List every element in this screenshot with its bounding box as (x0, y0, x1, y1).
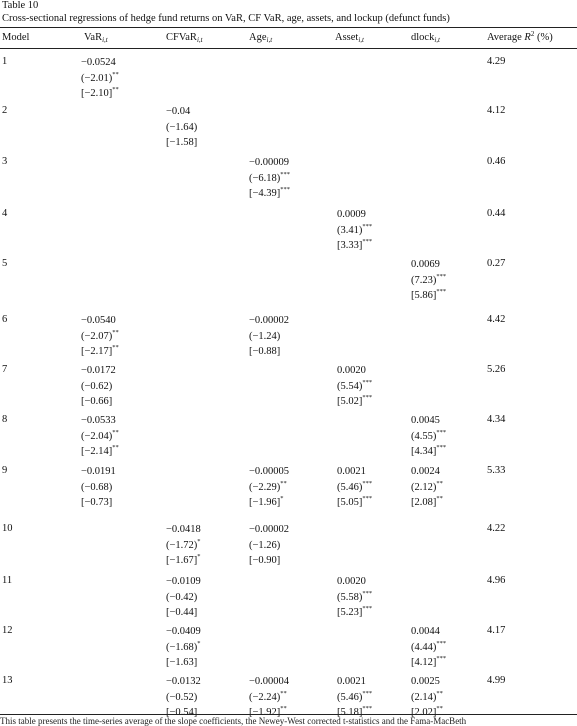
average-r2-value: 4.22 (487, 523, 506, 534)
t-statistic: (2.14)** (411, 689, 443, 703)
average-r2-value: 4.99 (487, 675, 506, 686)
fama-macbeth-t-statistic: [−0.90] (249, 555, 281, 566)
significance-stars: ** (436, 495, 443, 502)
dlock-cell (411, 464, 443, 511)
fama-macbeth-t-statistic: [5.05]*** (337, 495, 373, 508)
significance-stars: *** (436, 444, 447, 451)
coefficient: −0.00005 (249, 466, 290, 477)
coefficient: −0.0533 (81, 415, 116, 426)
fama-macbeth-t-statistic: [−0.54] (166, 707, 198, 718)
significance-stars: *** (436, 272, 447, 280)
asset-cell (337, 574, 372, 621)
model-number: 10 (2, 523, 13, 534)
fama-macbeth-t-statistic: [−0.44] (166, 607, 198, 618)
model-number: 6 (2, 314, 8, 325)
significance-stars: *** (362, 394, 373, 401)
coefficient: 0.0020 (337, 365, 366, 376)
average-r2-value: 5.26 (487, 364, 506, 375)
significance-stars: *** (280, 170, 291, 178)
significance-stars: ** (112, 70, 119, 78)
t-statistic: (−1.24) (249, 330, 281, 342)
dlock-cell (411, 624, 446, 671)
coefficient: −0.00009 (249, 157, 290, 168)
fama-macbeth-t-statistic: [−1.63] (166, 657, 198, 668)
fama-macbeth-t-statistic: [−4.39]*** (249, 186, 291, 199)
t-statistic: (−2.07)** (81, 328, 119, 342)
average-r2-value: 0.27 (487, 258, 506, 269)
model-number: 2 (2, 105, 8, 116)
significance-stars: ** (112, 444, 119, 451)
t-statistic: (−0.42) (166, 591, 198, 603)
bottom-rule (0, 714, 577, 715)
fama-macbeth-t-statistic: [5.86]*** (411, 288, 447, 301)
significance-stars: * (197, 639, 201, 647)
fama-macbeth-t-statistic: [−0.73] (81, 497, 113, 508)
t-statistic: (5.58)*** (337, 589, 373, 603)
average-r2-value: 4.42 (487, 314, 506, 325)
fama-macbeth-t-statistic: [3.33]*** (337, 238, 373, 251)
significance-stars: *** (436, 288, 447, 295)
t-statistic: (−2.01)** (81, 70, 119, 84)
coefficient: −0.0418 (166, 524, 201, 535)
t-statistic: (−1.72)* (166, 537, 201, 551)
var-cell (81, 413, 119, 460)
header-var: VaR$_{i,t}$ (84, 32, 108, 44)
average-r2-value: 5.33 (487, 465, 506, 476)
significance-stars: * (280, 495, 284, 502)
average-r2-value: 0.46 (487, 156, 506, 167)
significance-stars: *** (362, 589, 373, 597)
coefficient: 0.0021 (337, 466, 366, 477)
dlock-cell (411, 257, 446, 304)
coefficient: −0.0109 (166, 576, 201, 587)
average-r2-value: 4.96 (487, 575, 506, 586)
t-statistic: (−2.04)** (81, 428, 119, 442)
fama-macbeth-t-statistic: [−0.66] (81, 396, 113, 407)
coefficient: 0.0009 (337, 209, 366, 220)
t-statistic: (−1.68)* (166, 639, 201, 653)
significance-stars: ** (112, 86, 119, 93)
model-number: 13 (2, 675, 13, 686)
age-cell (249, 155, 290, 202)
coefficient: 0.0069 (411, 259, 440, 270)
t-statistic: (−0.52) (166, 691, 198, 703)
var-cell (81, 313, 119, 360)
model-number: 9 (2, 465, 8, 476)
coefficient: −0.00002 (249, 524, 290, 535)
header-cfvar: CFVaR$_{i,t}$ (166, 32, 203, 44)
table-footnote: This table presents the time-series average of the slope coefficients, the Newey-West corrected t-statistics and the Fama-MacBeth (0, 716, 467, 726)
fama-macbeth-t-statistic: [5.02]*** (337, 394, 373, 407)
top-rule (0, 27, 577, 28)
t-statistic: (4.44)*** (411, 639, 447, 653)
significance-stars: ** (112, 344, 119, 351)
significance-stars: *** (362, 705, 373, 712)
t-statistic: (7.23)*** (411, 272, 447, 286)
t-statistic: (−1.64) (166, 121, 198, 133)
t-statistic: (3.41)*** (337, 222, 373, 236)
model-number: 8 (2, 414, 8, 425)
coefficient: −0.04 (166, 106, 191, 117)
t-statistic: (4.55)*** (411, 428, 447, 442)
table-caption (2, 0, 577, 26)
fama-macbeth-t-statistic: [4.34]*** (411, 444, 447, 457)
significance-stars: *** (362, 605, 373, 612)
coefficient: −0.0172 (81, 365, 116, 376)
coefficient: −0.0191 (81, 466, 116, 477)
model-number: 12 (2, 625, 13, 636)
coefficient: −0.0132 (166, 676, 201, 687)
coefficient: −0.0540 (81, 315, 116, 326)
t-statistic: (5.54)*** (337, 378, 373, 392)
coefficient: 0.0045 (411, 415, 440, 426)
header-model: Model (2, 32, 30, 43)
average-r2-value: 4.34 (487, 414, 506, 425)
model-number: 1 (2, 56, 8, 67)
significance-stars: *** (362, 378, 373, 386)
header-asset: Asset$_{i,t}$ (335, 32, 364, 44)
fama-macbeth-t-statistic: [4.12]*** (411, 655, 447, 668)
significance-stars: *** (362, 222, 373, 230)
significance-stars: ** (436, 689, 443, 697)
coefficient: −0.00004 (249, 676, 290, 687)
header-rule (0, 48, 577, 49)
significance-stars: *** (362, 479, 373, 487)
cfvar-cell (166, 104, 197, 151)
model-number: 5 (2, 258, 8, 269)
coefficient: 0.0044 (411, 626, 440, 637)
significance-stars: ** (280, 705, 287, 712)
var-cell (81, 464, 116, 511)
fama-macbeth-t-statistic: [−2.10]** (81, 86, 119, 99)
significance-stars: ** (112, 328, 119, 336)
significance-stars: *** (362, 495, 373, 502)
var-cell (81, 363, 116, 410)
significance-stars: ** (112, 428, 119, 436)
age-cell (249, 313, 289, 360)
model-number: 4 (2, 208, 8, 219)
coefficient: −0.0524 (81, 57, 116, 68)
significance-stars: *** (362, 689, 373, 697)
header-dlock: dlock$_{i,t}$ (411, 32, 440, 44)
significance-stars: *** (436, 655, 447, 662)
model-number: 3 (2, 156, 8, 167)
fama-macbeth-t-statistic: [−0.88] (249, 346, 281, 357)
significance-stars: *** (436, 428, 447, 436)
fama-macbeth-t-statistic: [−1.58] (166, 137, 198, 148)
asset-cell (337, 363, 372, 410)
cfvar-cell (166, 574, 201, 621)
asset-cell (337, 464, 372, 511)
header-age: Age$_{i,t}$ (249, 32, 273, 44)
t-statistic: (5.46)*** (337, 689, 373, 703)
significance-stars: ** (280, 689, 287, 697)
fama-macbeth-t-statistic: [−1.96]* (249, 495, 284, 508)
model-number: 11 (2, 575, 13, 586)
var-cell (81, 55, 119, 102)
fama-macbeth-t-statistic: [−2.17]** (81, 344, 119, 357)
t-statistic: (−0.68) (81, 481, 113, 493)
significance-stars: ** (280, 479, 287, 487)
average-r2-value: 4.17 (487, 625, 506, 636)
significance-stars: * (197, 537, 201, 545)
fama-macbeth-t-statistic: [5.18]*** (337, 705, 373, 718)
significance-stars: ** (436, 705, 443, 712)
header-average-r2: Average $R^2$ (%) (487, 30, 553, 43)
fama-macbeth-t-statistic: [2.02]** (411, 705, 443, 718)
model-number: 7 (2, 364, 8, 375)
t-statistic: (−6.18)*** (249, 170, 291, 184)
fama-macbeth-t-statistic: [−1.67]* (166, 553, 201, 566)
table-number: Table 10 (2, 0, 39, 11)
coefficient: −0.00002 (249, 315, 290, 326)
cfvar-cell (166, 522, 201, 569)
fama-macbeth-t-statistic: [5.23]*** (337, 605, 373, 618)
average-r2-value: 0.44 (487, 208, 506, 219)
coefficient: −0.0409 (166, 626, 201, 637)
significance-stars: ** (436, 479, 443, 487)
table-title: Cross-sectional regressions of hedge fund returns on VaR, CF VaR, age, assets, and lockup (defunct funds) (2, 13, 450, 24)
coefficient: 0.0020 (337, 576, 366, 587)
coefficient: 0.0025 (411, 676, 440, 687)
t-statistic: (−2.24)** (249, 689, 287, 703)
age-cell (249, 522, 289, 569)
coefficient: 0.0021 (337, 676, 366, 687)
fama-macbeth-t-statistic: [−1.92]** (249, 705, 287, 718)
t-statistic: (−2.29)** (249, 479, 287, 493)
significance-stars: *** (280, 186, 291, 193)
average-r2-value: 4.29 (487, 56, 506, 67)
t-statistic: (−0.62) (81, 380, 113, 392)
age-cell (249, 464, 289, 511)
t-statistic: (5.46)*** (337, 479, 373, 493)
t-statistic: (−1.26) (249, 539, 281, 551)
fama-macbeth-t-statistic: [−2.14]** (81, 444, 119, 457)
fama-macbeth-t-statistic: [2.08]** (411, 495, 443, 508)
cfvar-cell (166, 624, 201, 671)
dlock-cell (411, 413, 446, 460)
significance-stars: * (197, 553, 201, 560)
average-r2-value: 4.12 (487, 105, 506, 116)
significance-stars: *** (436, 639, 447, 647)
significance-stars: *** (362, 238, 373, 245)
asset-cell (337, 207, 372, 254)
coefficient: 0.0024 (411, 466, 440, 477)
t-statistic: (2.12)** (411, 479, 443, 493)
